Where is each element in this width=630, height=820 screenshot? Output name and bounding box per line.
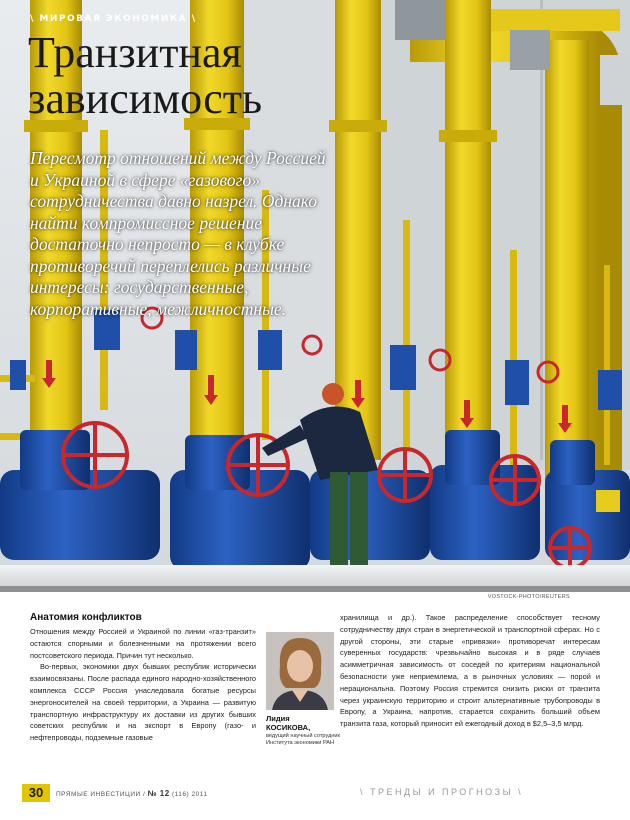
issue-detail: (116) 2011 — [171, 791, 208, 798]
column-right — [340, 612, 600, 730]
paragraph-2: Во-первых, экономики двух бывших республик исторически взаимосвязаны. После распада единого народно-хозяйственного комплекса СССР Россия унаследовала богатые ресурсы энергоносителей на своей территории, а Украина — развитую транспортную инфраструктуру их доставки из других бывших советских республик и на экспорт в Европу (газо- и нефтепроводы, подземные газовые — [30, 662, 256, 743]
paragraph-1: Отношения между Россией и Украиной по линии «газ-транзит» остаются спорными и болезненными на протяжении всего постсоветского периода. Причин тут несколько. — [30, 627, 256, 660]
author-role: ведущий научный сотрудник Института экономики РАН — [266, 733, 340, 746]
author-portrait — [266, 632, 334, 710]
author-first-name: Лидия — [266, 714, 290, 723]
title-line-2: зависимость — [28, 74, 263, 123]
photo-credit: VOSTOCK-PHOTO/REUTERS — [487, 594, 570, 600]
subheading: Анатомия конфликтов — [30, 612, 142, 623]
issue-number: № 12 — [147, 789, 170, 798]
magazine-name — [56, 789, 207, 798]
page-footer — [0, 784, 630, 806]
magazine-title: ПРЯМЫЕ ИНВЕСТИЦИИ / — [56, 791, 146, 798]
column-left — [30, 612, 256, 744]
lead-paragraph: Пересмотр отношений между Россией и Украиной в сфере «газового» сотрудничества давно назрел. Однако найти компромиссное решение достаточно непросто — в клубке противоречий переплелись различные интересы: государственные, корпоративные, межличностные. — [30, 148, 326, 319]
article-body — [30, 612, 600, 782]
author-last-name: КОСИКОВА, — [266, 723, 311, 732]
section-name: \ ТРЕНДЫ И ПРОГНОЗЫ \ — [360, 787, 524, 797]
title-line-1: Транзитная — [28, 28, 242, 77]
paragraph-3: хранилища и др.). Такое распределение способствует тесному сотрудничеству двух стран в энергетической и транспортной сферах. Но с другой стороны, эти старые «привязки» противоречат интересам суверенных государств: чрезвычайно высокая и в ряде случаев асимметричная зависимость от соседей по критериям национальной безопасности уже неприемлема, а в рыночных условиях — порой и нерациональна. Поэтому Россия стремится снизить риски от транзита через украинскую территорию и строит альтернативные трубопроводы в Европу, а Украина, напротив, старается сохранить больший объем транзита газа, который приносит ей ежегодный доход в $2,5–3,5 млрд. — [340, 613, 600, 729]
page-number: 30 — [22, 784, 50, 802]
article-title — [28, 30, 368, 122]
section-kicker: \ МИРОВАЯ ЭКОНОМИКА \ — [30, 14, 197, 24]
